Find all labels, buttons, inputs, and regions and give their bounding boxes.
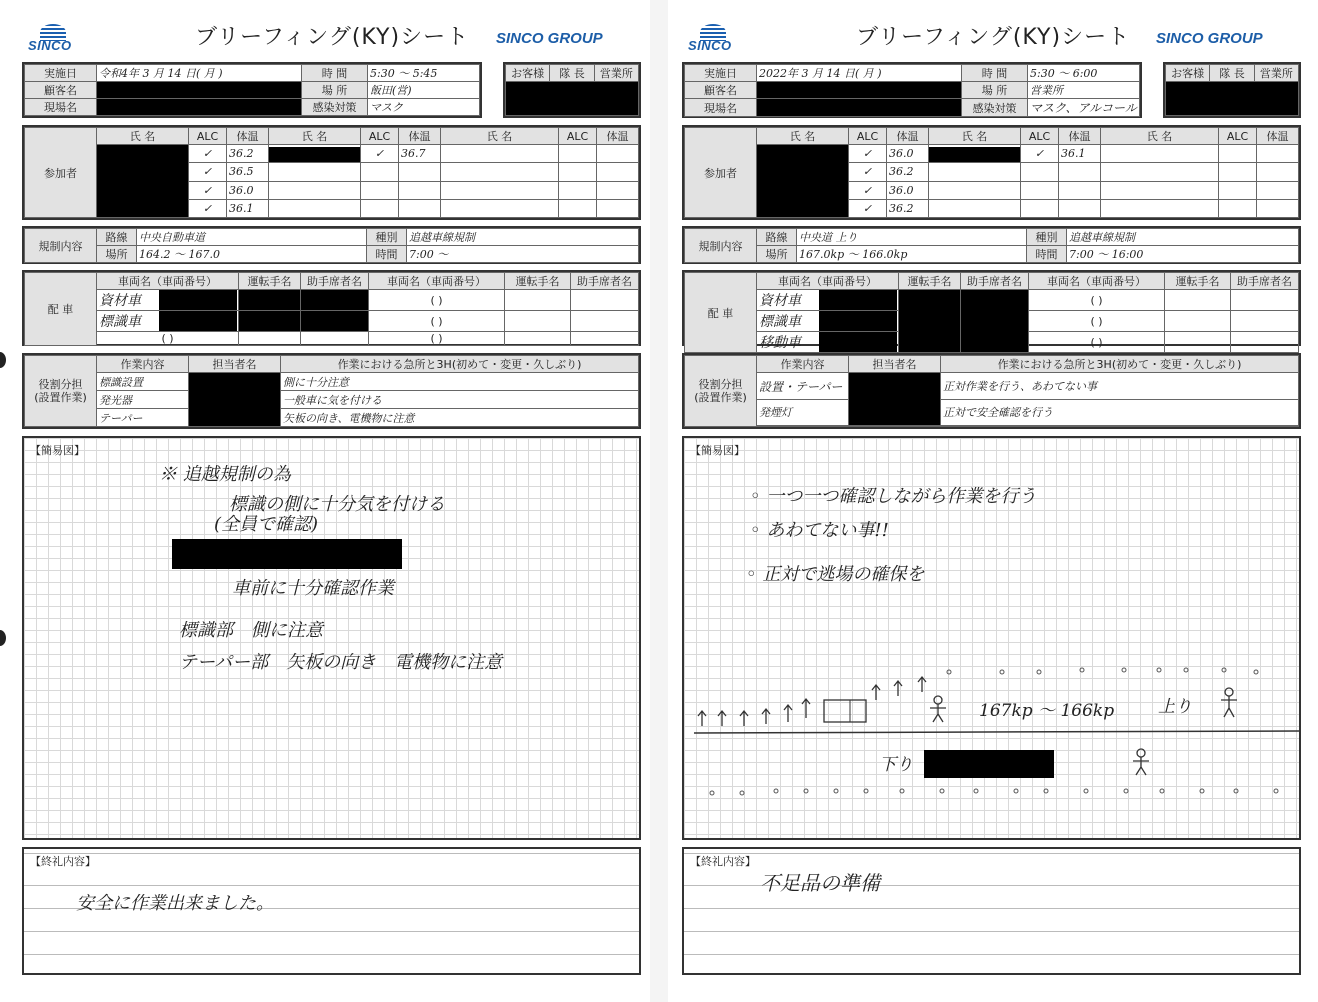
sketch-line: 車前に十分確認作業 <box>232 578 394 599</box>
redaction <box>97 99 301 115</box>
route-label: 路線 <box>97 229 137 246</box>
col-name: 氏 名 <box>441 128 559 145</box>
col-driver: 運転手名 <box>239 273 301 290</box>
route-value: 中央自動車道 <box>137 229 367 246</box>
vehicle-number: ( ) <box>369 332 505 346</box>
key-point: 正対作業を行う、あわてない事 <box>941 373 1299 400</box>
route-label: 路線 <box>757 229 797 246</box>
date-value: 令和4年 3 月 14 日( 月 ) <box>97 65 302 82</box>
vehicle-cell <box>757 311 899 332</box>
temperature: 36.0 <box>887 181 929 199</box>
alc-check: ✓ <box>1021 145 1059 163</box>
place-label: 場 所 <box>302 82 368 99</box>
place-label: 場所 <box>97 246 137 263</box>
redaction <box>929 147 1020 163</box>
redaction <box>899 290 960 352</box>
col-task: 作業内容 <box>757 356 849 373</box>
kp-range: 167kp 〜 166kp <box>979 701 1115 721</box>
col-assistant: 助手席者名 <box>571 273 639 290</box>
vehicle-number: ( ) <box>1029 332 1165 353</box>
participants-label: 参加者 <box>685 128 757 218</box>
participants-label: 参加者 <box>25 128 97 218</box>
col-vehicle: 車両名（車両番号） <box>1029 273 1165 290</box>
client-label: 顧客名 <box>25 82 97 99</box>
logo-text: SINCO <box>688 38 732 53</box>
sinco-logo <box>28 24 88 54</box>
site-value <box>97 99 302 116</box>
binder-hole <box>0 352 6 368</box>
closing-block <box>682 847 1301 975</box>
col-vehicle: 車両名（車両番号） <box>369 273 505 290</box>
task: 標識設置 <box>97 373 189 391</box>
redaction <box>159 290 237 310</box>
sign-area <box>1166 82 1299 116</box>
direction-up: 上り <box>1158 697 1192 717</box>
alc-check: ✓ <box>189 163 227 181</box>
client-value <box>97 82 302 99</box>
place-value: 飯田(営) <box>368 82 480 99</box>
redaction <box>757 82 961 98</box>
col-name: 氏 名 <box>929 128 1021 145</box>
participants-block <box>682 125 1301 220</box>
sign-block <box>503 62 641 118</box>
sketch-block <box>22 436 641 840</box>
col-assistant: 助手席者名 <box>961 273 1029 290</box>
header-block <box>682 62 1142 118</box>
sketch-line: ◦ 正対で逃場の確保を <box>746 564 925 585</box>
time-value: 5:30 〜 6:00 <box>1028 65 1140 82</box>
redaction <box>239 311 300 331</box>
task <box>757 425 849 427</box>
participant-name <box>929 145 1021 163</box>
col-alc: ALC <box>1219 128 1257 145</box>
task: テーパー <box>97 409 189 427</box>
time-value: 7:00 〜 16:00 <box>1067 246 1299 263</box>
vehicle-number: ( ) <box>1029 290 1165 311</box>
redaction <box>961 290 1028 352</box>
vehicle-number: ( ) <box>97 332 239 346</box>
sign-label-office: 営業所 <box>1254 65 1298 82</box>
col-alc: ALC <box>1021 128 1059 145</box>
vehicle-number: ( ) <box>369 311 505 332</box>
header-block <box>22 62 482 118</box>
vehicle-cell <box>757 332 899 353</box>
col-vehicle: 車両名（車両番号） <box>757 273 899 290</box>
place-label: 場 所 <box>962 82 1028 99</box>
task: 設置・テーパー <box>757 373 849 400</box>
vehicle-number: ( ) <box>1029 311 1165 332</box>
alc-check: ✓ <box>361 145 399 163</box>
sketch-line: テーパー部 矢板の向き 電機物に注意 <box>179 652 503 673</box>
sheet-title: ブリーフィング(KY)シート <box>856 25 1131 50</box>
vehicle-number: ( ) <box>369 290 505 311</box>
alc-check: ✓ <box>849 163 887 181</box>
participant-names <box>757 145 849 218</box>
vehicle-name: 移動車 <box>759 335 801 351</box>
site-label: 現場名 <box>685 99 757 117</box>
redaction <box>757 145 848 217</box>
col-temp: 体温 <box>597 128 639 145</box>
sinco-logo <box>688 24 748 54</box>
person-icon <box>930 696 946 722</box>
vehicle-name: 標識車 <box>759 314 801 330</box>
briefing-sheet-left <box>0 0 650 1002</box>
alc-check: ✓ <box>849 145 887 163</box>
client-value <box>757 82 962 99</box>
sketch-line: ◦ 一つ一つ確認しながら作業を行う <box>750 486 1037 507</box>
time-label: 時 間 <box>962 65 1028 82</box>
key-point: 一般車に気を付ける <box>281 391 639 409</box>
arrow-icons <box>698 677 926 726</box>
sign-label-client: お客様 <box>506 65 550 82</box>
kind-value: 追越車線規制 <box>407 229 639 246</box>
date-label: 実施日 <box>25 65 97 82</box>
key-point: 正対で安全確認を行う <box>941 400 1299 426</box>
col-temp: 体温 <box>227 128 269 145</box>
sketch-line: (全員で確認) <box>214 514 319 535</box>
redaction <box>301 311 368 331</box>
sketch-label: 【簡易図】 <box>30 444 85 457</box>
closing-text: 不足品の準備 <box>760 871 880 895</box>
task: 発光器 <box>97 391 189 409</box>
col-person: 担当者名 <box>189 356 281 373</box>
kind-label: 種別 <box>367 229 407 246</box>
redaction <box>269 147 360 163</box>
vehicle-box <box>824 700 866 722</box>
col-temp: 体温 <box>399 128 441 145</box>
redaction <box>189 373 280 426</box>
redaction <box>239 290 300 310</box>
sketch-line: 標識の側に十分気を付ける <box>229 494 445 515</box>
alc-check: ✓ <box>189 199 227 217</box>
temperature: 36.1 <box>227 199 269 217</box>
col-points: 作業における急所と3H(初めて・変更・久しぶり) <box>281 356 639 373</box>
temperature: 36.2 <box>227 145 269 163</box>
logo-text: SINCO <box>28 38 72 53</box>
col-alc: ALC <box>559 128 597 145</box>
redaction <box>849 373 940 425</box>
vehicle-cell <box>97 311 239 332</box>
temperature: 36.1 <box>1059 145 1101 163</box>
col-temp: 体温 <box>1059 128 1101 145</box>
col-task: 作業内容 <box>97 356 189 373</box>
group-name: SINCO GROUP <box>1156 30 1263 47</box>
col-alc: ALC <box>189 128 227 145</box>
date-value: 2022年 3 月 14 日( 月 ) <box>757 65 962 82</box>
binder-hole <box>0 630 6 646</box>
client-label: 顧客名 <box>685 82 757 99</box>
col-points: 作業における急所と3H(初めて・変更・久しぶり) <box>941 356 1299 373</box>
col-name: 氏 名 <box>97 128 189 145</box>
regulation-label: 規制内容 <box>685 229 757 263</box>
col-alc: ALC <box>361 128 399 145</box>
roles-label: 役割分担 (設置作業) <box>685 356 757 427</box>
route-value: 中央道 上り <box>797 229 1027 246</box>
person-icon <box>1133 749 1149 775</box>
temperature: 36.7 <box>399 145 441 163</box>
closing-label: 【終礼内容】 <box>690 855 756 868</box>
sketch-line: ※ 追越規制の為 <box>159 464 291 485</box>
sign-label-leader: 隊 長 <box>550 65 594 82</box>
time-label: 時間 <box>367 246 407 263</box>
regulation-label: 規制内容 <box>25 229 97 263</box>
redaction <box>97 82 301 98</box>
vehicle-name: 資材車 <box>99 293 141 309</box>
kind-value: 追越車線規制 <box>1067 229 1299 246</box>
col-name: 氏 名 <box>1101 128 1219 145</box>
redaction <box>159 311 237 331</box>
redaction <box>819 332 897 352</box>
temperature: 36.2 <box>887 163 929 181</box>
col-driver: 運転手名 <box>505 273 571 290</box>
temperature: 36.0 <box>227 181 269 199</box>
sign-label-office: 営業所 <box>594 65 638 82</box>
place-value: 営業所 <box>1028 82 1140 99</box>
sketch-line: 標識部 側に注意 <box>179 620 323 641</box>
briefing-sheet-right <box>668 0 1318 1002</box>
temperature: 36.0 <box>887 145 929 163</box>
sign-area <box>506 82 639 116</box>
redaction <box>819 311 897 331</box>
col-name: 氏 名 <box>757 128 849 145</box>
infection-label: 感染対策 <box>962 99 1028 117</box>
site-label: 現場名 <box>25 99 97 116</box>
participant-names <box>97 145 189 218</box>
participants-block <box>22 125 641 220</box>
regulation-block <box>682 226 1301 264</box>
sign-label-client: お客様 <box>1166 65 1210 82</box>
roles-label: 役割分担 (設置作業) <box>25 356 97 427</box>
alc-check: ✓ <box>849 181 887 199</box>
col-temp: 体温 <box>887 128 929 145</box>
redaction <box>301 290 368 310</box>
col-alc: ALC <box>849 128 887 145</box>
person-icon <box>1221 688 1237 717</box>
redaction <box>97 145 188 217</box>
redaction <box>757 99 961 116</box>
road-center-line <box>694 731 1299 733</box>
col-person: 担当者名 <box>849 356 941 373</box>
roles-block <box>22 353 641 429</box>
vehicle-name: 標識車 <box>99 314 141 330</box>
redaction <box>172 539 402 569</box>
direction-down: 下り <box>879 755 913 775</box>
roles-block <box>682 353 1301 429</box>
sketch-label: 【簡易図】 <box>690 444 745 457</box>
infection-value: マスク、アルコール <box>1028 99 1140 117</box>
kind-label: 種別 <box>1027 229 1067 246</box>
vehicle-cell <box>97 290 239 311</box>
col-assistant: 助手席者名 <box>1231 273 1299 290</box>
closing-block <box>22 847 641 975</box>
redaction <box>924 750 1054 778</box>
vehicle-name: 資材車 <box>759 293 801 309</box>
col-assistant: 助手席者名 <box>301 273 369 290</box>
vehicles-label: 配 車 <box>685 273 757 353</box>
temperature: 36.5 <box>227 163 269 181</box>
sheet-title: ブリーフィング(KY)シート <box>195 25 470 50</box>
temperature: 36.2 <box>887 199 929 217</box>
task: 発煙灯 <box>757 400 849 426</box>
infection-label: 感染対策 <box>302 99 368 116</box>
key-point <box>941 425 1299 427</box>
place-value: 167.0kp 〜 166.0kp <box>797 246 1027 263</box>
vehicles-block <box>682 270 1301 351</box>
key-point: 側に十分注意 <box>281 373 639 391</box>
alc-check: ✓ <box>849 199 887 217</box>
participant-name <box>269 145 361 163</box>
time-value: 7:00 〜 <box>407 246 639 263</box>
col-temp: 体温 <box>1257 128 1299 145</box>
redaction <box>506 82 638 115</box>
date-label: 実施日 <box>685 65 757 82</box>
vehicle-cell <box>757 290 899 311</box>
redaction <box>1166 82 1298 115</box>
vehicles-label: 配 車 <box>25 273 97 346</box>
infection-value: マスク <box>368 99 480 116</box>
site-value <box>757 99 962 117</box>
alc-check: ✓ <box>189 181 227 199</box>
sign-label-leader: 隊 長 <box>1210 65 1254 82</box>
time-label: 時 間 <box>302 65 368 82</box>
closing-text: 安全に作業出来ました。 <box>76 893 274 914</box>
sketch-line: ◦ あわてない事!! <box>750 520 889 541</box>
vehicles-block <box>22 270 641 346</box>
sketch-block <box>682 436 1301 840</box>
redaction <box>819 290 897 310</box>
col-vehicle: 車両名（車両番号） <box>97 273 239 290</box>
closing-label: 【終礼内容】 <box>30 855 96 868</box>
time-label: 時間 <box>1027 246 1067 263</box>
place-value: 164.2 〜 167.0 <box>137 246 367 263</box>
sign-block <box>1163 62 1301 118</box>
alc-check: ✓ <box>189 145 227 163</box>
place-label: 場所 <box>757 246 797 263</box>
col-driver: 運転手名 <box>899 273 961 290</box>
time-value: 5:30 〜 5:45 <box>368 65 480 82</box>
col-driver: 運転手名 <box>1165 273 1231 290</box>
col-name: 氏 名 <box>269 128 361 145</box>
key-point: 矢板の向き、電機物に注意 <box>281 409 639 427</box>
group-name: SINCO GROUP <box>496 30 603 47</box>
regulation-block <box>22 226 641 264</box>
road-diagram <box>684 438 1299 838</box>
